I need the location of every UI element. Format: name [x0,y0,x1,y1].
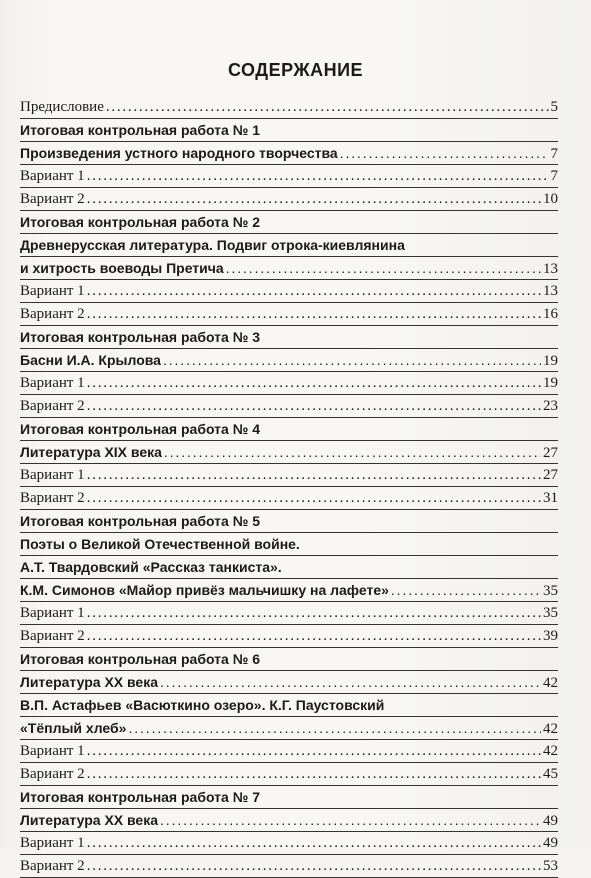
toc-entry-page: 23 [543,398,558,414]
toc-entry-title: Литература XIX века [20,444,162,460]
toc-leader-dots [87,487,541,509]
toc-entry [20,188,558,210]
toc-entry-page: 27 [543,467,558,483]
toc-entry-title: Вариант 2 [20,766,85,782]
toc-entry [20,96,558,118]
toc-entry-title: Вариант 1 [20,283,85,299]
toc-leader-dots [87,855,541,877]
toc-leader-dots [87,188,541,210]
toc-leader-dots [87,832,541,854]
toc-leader-dots [340,142,549,164]
toc-leader-dots [164,441,541,463]
toc-leader-dots [87,763,541,785]
toc-entry-title: Вариант 2 [20,858,85,874]
toc-entry-title: Древнерусская литература. Подвиг отрока-киевлянина [20,237,405,253]
toc-entry-title: Вариант 2 [20,628,85,644]
toc-entry [20,257,558,279]
toc-leader-dots [87,740,541,762]
toc-entry-title: Предисловие [20,99,104,115]
toc-entry [20,326,558,348]
toc-entry-page: 49 [543,835,558,851]
toc-entry-title: К.М. Симонов «Майор привёз мальчишку на лафете» [20,582,389,598]
toc-entry [20,372,558,394]
toc-entry-title: Вариант 2 [20,306,85,322]
toc-entry-page: 16 [543,306,558,322]
page-title: СОДЕРЖАНИЕ [227,60,364,80]
toc-leader-dots [87,280,541,302]
toc-entry-title: Итоговая контрольная работа № 5 [20,513,260,529]
toc-entry-title: Итоговая контрольная работа № 6 [20,651,260,667]
toc-entry [20,280,558,302]
toc-entry [20,763,558,785]
toc-leader-dots [128,717,541,739]
toc-entry-page: 42 [543,743,558,759]
toc-entry-page: 31 [543,490,558,506]
toc-entry [20,809,558,831]
toc-entry-page: 7 [550,146,558,162]
toc-entry [20,464,558,486]
toc-entry [20,694,558,716]
toc-entry-title: Литература XX века [20,812,159,828]
toc-entry-title: Итоговая контрольная работа № 4 [20,421,260,437]
toc-entry-page: 42 [543,675,558,691]
toc-entry [20,510,558,532]
toc-entry-title: Итоговая контрольная работа № 3 [20,329,260,345]
toc-entry-page: 19 [543,353,558,369]
toc-entry-title: Итоговая контрольная работа № 2 [20,214,260,230]
toc-entry-title: Вариант 1 [20,605,85,621]
toc-leader-dots [391,579,541,601]
toc-entry [20,832,558,854]
toc-entry-page: 13 [543,283,558,299]
toc-entry-title: В.П. Астафьев «Васюткино озеро». К.Г. Паустовский [20,697,385,713]
toc-entry-title: Итоговая контрольная работа № 7 [20,789,260,805]
toc-entry-page: 53 [543,858,558,874]
toc-leader-dots [163,349,541,371]
toc-leader-dots [160,671,541,693]
toc-entry-title: Вариант 1 [20,375,85,391]
toc-entry [20,211,558,233]
toc-entry-title: Вариант 2 [20,191,85,207]
toc-entry [20,142,558,164]
toc-entry-title: Басни И.А. Крылова [20,352,161,368]
toc-entry [20,395,558,417]
toc-entry-title: «Тёплый хлеб» [20,720,127,736]
toc-entry-page: 19 [543,375,558,391]
toc-entry-title: и хитрость воеводы Претича [20,260,224,276]
toc-entry-title: Поэты о Великой Отечественной войне. [20,536,300,552]
toc-leader-dots [160,809,541,831]
toc-entry-page: 27 [543,445,558,461]
toc-leader-dots [87,602,541,624]
toc-entry [20,602,558,624]
toc-entry-title: Вариант 2 [20,398,85,414]
toc-leader-dots [87,625,541,647]
toc-entry [20,579,558,601]
toc-entry-title: Вариант 1 [20,168,85,184]
toc-entry-title: Литература XX века [20,674,159,690]
toc-entry-title: Вариант 1 [20,467,85,483]
toc-entry [20,234,558,256]
toc-leader-dots [87,372,541,394]
toc-leader-dots [87,303,541,325]
toc-entry-title: А.Т. Твардовский «Рассказ танкиста». [20,559,282,575]
toc-entry-page: 13 [543,261,558,277]
toc-leader-dots [87,395,541,417]
toc-entry [20,349,558,371]
toc-leader-dots [106,96,549,118]
toc-leader-dots [87,165,549,187]
toc-entry-page: 10 [543,191,558,207]
toc-entry-page: 42 [543,721,558,737]
toc-entry-page: 35 [543,583,558,599]
toc-entry [20,165,558,187]
toc-entry-page: 45 [543,766,558,782]
toc-entry [20,487,558,509]
toc-entry [20,671,558,693]
toc-entry-title: Вариант 2 [20,490,85,506]
toc-entry-page: 5 [550,99,558,115]
toc-entry [20,625,558,647]
toc-entry-title: Итоговая контрольная работа № 1 [20,122,260,138]
toc-entry-page: 35 [543,605,558,621]
toc-entry [20,556,558,578]
toc-entry [20,786,558,808]
toc-leader-dots [226,257,541,279]
toc-entry-title: Вариант 1 [20,835,85,851]
toc-entry [20,418,558,440]
toc-entry [20,303,558,325]
toc-entry [20,740,558,762]
toc-entry-title: Произведения устного народного творчества [20,145,338,161]
toc-entry [20,717,558,739]
toc-entry [20,441,558,463]
table-of-contents [20,96,558,878]
toc-entry [20,855,558,877]
toc-entry-page: 7 [550,168,558,184]
toc-entry-page: 39 [543,628,558,644]
toc-entry-page: 49 [543,813,558,829]
toc-entry [20,533,558,555]
toc-entry [20,648,558,670]
toc-entry [20,119,558,141]
toc-entry-title: Вариант 1 [20,743,85,759]
toc-leader-dots [87,464,541,486]
